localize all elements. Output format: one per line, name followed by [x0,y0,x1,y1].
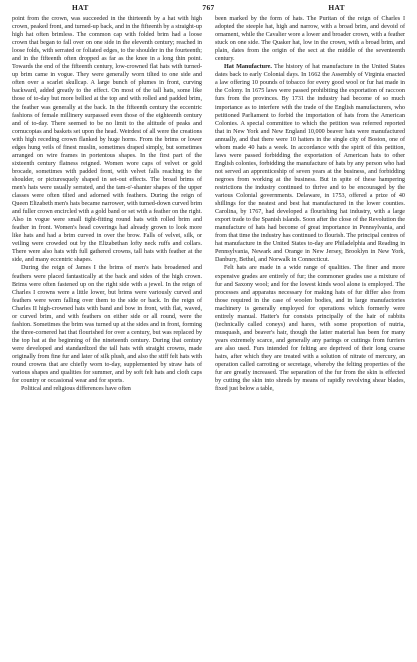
two-column-body [12,15,405,393]
paragraph: During the reign of James I the brims of men's hats broadened and feathers were placed fantastically at the back and sides of the high crown. Brims were often fastened up on the right side with a jewel. In the reign of Charles I crowns were a little lower, but brims were variously curved and feathers were worn falling over them to the side or back. In the reign of Charles II high-crowned hats with band and bow in front, with flat, waved, or curved brim, and with feathers on either side or all round, were the fashion. Sometimes the brim was turned up at the sides and in front, forming the three-cornered hat that flourished for over a century, but was replaced by the top hat at the beginning of the nineteenth century. During that century were developed and standardized the tall hats with straight crowns, made originally from fine fur and later of silk plush, and also the stiff felt hats with round crowns that are chiefly worn to-day, supplemented by straw hats of various shapes and qualities for summer, and by soft felt hats and cloth caps for country or occasional wear and for sports. [12,265,202,385]
paragraph: been marked by the form of hats. The Puritan of the reign of Charles I adopted the steeple hat, high and narrow, with a broad brim, and devoid of ornament, while the Cavalier wore a lower and broader crown, with a feather stuck on one side. The Quaker hat, low in the crown, with a broad brim, and plain, dates from the origin of the sect at the middle of the seventeenth century. [215,16,405,63]
running-header [12,3,405,14]
paragraph: Political and religious differences have often [21,386,131,393]
page-number: 767 [202,3,215,12]
paragraph: point from the crown, was succeeded in the thirteenth by a hat with high crown, peaked front, and turned-up back, and in the fifteenth by a straight-up high hat often brimless. The common cap with folded brim had a loose crown that began to fall over on one side in the eleventh century; reached in loose folds, with serrated or foliated edges, to the shoulder in the fourteenth; and in the fifteenth often dropped as far as the knee in a long thin point. Towards the end of the fifteenth century, low-crowned flat hats with turned-up brim came in vogue. They were generally worn tilted to one side and often over a scarlet skullcap. A large bunch of plumes in front, curving backward, added greatly to the effect. On most of the tall hats, some like those of to-day but more bellied at the top and with rolled and padded brim, the feather was generally at the back. In the fifteenth century the eccentric fashions of female millinery surpassed even those of the eighteenth century and of to-day. There seemed to be no limit to the altitude of peaks and cornucopias and baskets set upon the head. Weirdest of all were the creations with high receding crown flanked by huge horns. From the brims or lower edges hung veils of finest muslin, sometimes draped simply, but sometimes arranged on wire frames in portentous shapes. In the first part of the sixteenth century flatness reigned. Women wore caps of velvet or gold brocade, sometimes with padded front, with velvet falls reaching to the shoulder, or picturesquely shaped in set-out effects. The broad brims of men's hats were usually serrated, and the tam-o'-shanter shapes of the upper classes were often tilted and adorned with feathers. During the reign of Queen Elizabeth men's hats became narrower, with turned-down curved brim and fuller crown encircled with a gold band or set with a feather on the right. Also in vogue were small tight-fitting round hats with rolled brim and feather in front. Women's head coverings had already grown to look more like hats and had a brim curved in over the brow. Falls of velvet, silk, or veiling were crowded out by the Elizabethan lofty neck ruffs and collars. There were also hats with full gathered crowns, tall hats with feather at the side, and many eccentric shapes. [12,16,202,264]
right-column [215,15,405,393]
section-heading: Hat Manufacture. [224,64,272,71]
left-column [12,15,202,393]
section-paragraph [215,63,405,264]
header-left-word: HAT [72,3,89,12]
section-text: The history of hat manufacture in the United States dates back to early Colonial days. In 1662 the Assembly of Virginia enacted a law offering 10 pounds of tobacco for every good wool or fur hat made in the Colony. In 1675 laws were passed prohibiting the exportation of raccoon furs from the provinces. By 1731 the industry had become of so much importance as to interfere with the trade of the English manufacturers, who petitioned Parliament to forbid the importation of hats from the American Colonies. A special committee to which the petition was referred reported that in New York and New England 10,000 beaver hats were manufactured annually, and that there were 10 hatters in the single city of Boston, one of whom made 40 hats a week. In accordance with the spirit of this petition, laws were passed forbidding the exportation of American hats to other English colonies, forbidding the manufacture of hats by any person who had not served an apprenticeship of seven years at the business, and forbidding negroes from working at the business. But in spite of these hampering restrictions the industry continued to thrive and to be encouraged by the various Colonial governments. Delaware, in 1753, offered a prize of 40 shillings for the neatest and best hat manufactured in the lower counties. Carolina, by 1767, had developed a flourishing hat industry, with a large export trade to the Spanish islands. Soon after the close of the Revolution the manufacture of hats had become of great importance in Pennsylvania, and from that time the industry has continued to flourish. The principal centres of hat manufacture in the United States to-day are Philadelphia and Reading in Pennsylvania, Newark and Orange in New Jersey, Brooklyn in New York, Danbury, Bethel, and Norwalk in Connecticut. [215,64,405,264]
header-right-word: HAT [328,3,345,12]
paragraph: Felt hats are made in a wide range of qualities. The finer and more expensive grades are entirely of fur; the commoner grades use a mixture of fur and Saxony wool; and for the lowest kinds wool alone is employed. The processes and apparatus necessary for making hats of fur differ also from those required in the case of woolen bodies, and in large manufactories machinery is generally employed for operations which formerly were entirely manual. Hatter's fur consists principally of the hair of rabbits (technically called coneys) and hares, with some proportion of nutria, musquash, and beaver's hair, though the latter material has been for many years extremely scarce, and generally any parings or cuttings from furriers are also used. Furs intended for felting are deprived of their long coarse hairs, after which they are treated with a solution of nitrate of mercury, an operation called carroting or secretage, whereby the felting properties of the fur are greatly increased. The separation of the fur from the skin is effected by cutting the skin into shreds by means of rapidly revolving shear blades, fixed just below a table, [215,265,405,393]
